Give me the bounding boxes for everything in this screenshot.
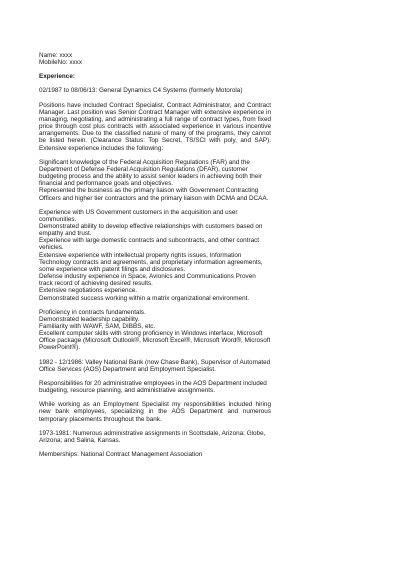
memberships-line: Memberships: National Contract Management Association [39, 451, 203, 459]
job-1-summary: Positions have included Contract Specialist, Contract Administrator, and Contract Manager. Last position was Senior Contract Manager with extensive experience in managing, negotiating, and administrating a full range of contract types, from fixed price through cost plus contracts with associated experience in various incentive arrangements. Due to the classified nature of many of the programs, they cannot be listed herein. (Clearance Status: Top Secret, TS/SCI with poly, and SAP). Extensive experience includes the following: [39, 101, 271, 152]
resume-content [39, 52, 271, 458]
job-1-experience-list: Experience with US Government customers in the acquisition and user communities. Demonstrated ability to develop effective relationships with customers based on empathy and trust. Experience with large domestic contracts and subcontracts, and other contract vehicles. Extensive experience with intellectual property rights issues, Information Technology contracts and agreements, and proprietary information agreements, some experience with patent filings and disclosures. Defense industry experience in Space, Avionics and Communications Proven track record of achieving desired results. Extensive negotiations experience. Demonstrated success working within a matrix organizational environment. [39, 208, 263, 302]
job-3-title: 1973-1981: Numerous administrative assignments in Scottsdale, Arizona; Globe, Arizona; and Salina, Kansas. [39, 429, 266, 444]
job-2-employment-specialist: While working as an Employment Specialist my responsibilities included hiring new bank employees, specializing in the AOS Department and numerous temporary placements throughout the bank. [39, 401, 271, 423]
job-1-skills-list: Proficiency in contracts fundamentals. Demonstrated leadership capability. Familiarity with WAWF, SAM, DIBBS, etc. Excellent computer skills with strong proficiency in Windows interface, Microsoft Office package (Microsoft Outlook®, Microsoft Excel®, Microsoft Word®, Microsoft PowerPoint®). [39, 308, 271, 352]
job-2-responsibilities: Responsibilities for 20 administrative employees in the AOS Department included budgeting, resource planning, and administrative assignments. [39, 379, 267, 395]
experience-heading: Experience: [39, 73, 75, 81]
mobile-line: MobileNo: xxxx [39, 59, 83, 67]
job-2-title: 1982 - 12/1986: Valley National Bank (now Chase Bank), Supervisor of Automated Office Services (AOS) Department and Employment Specialist. [39, 358, 271, 373]
job-1-title: 02/1987 to 08/06/13: General Dynamics C4 Systems (formerly Motorola) [39, 87, 243, 95]
name-line: Name: xxxx [39, 52, 73, 59]
job-1-knowledge: Significant knowledge of the Federal Acquisition Regulations (FAR) and the Department of Defense Federal Acquisition Regulations (DFAR), customer budgeting process and the ability to assist senior leaders in achieving both their financial and performance goals and objectives. Represented the business as the primary liaison with Government Contracting Officers and higher tier contractors and the primary liaison with DCMA and DCAA. [39, 158, 269, 202]
